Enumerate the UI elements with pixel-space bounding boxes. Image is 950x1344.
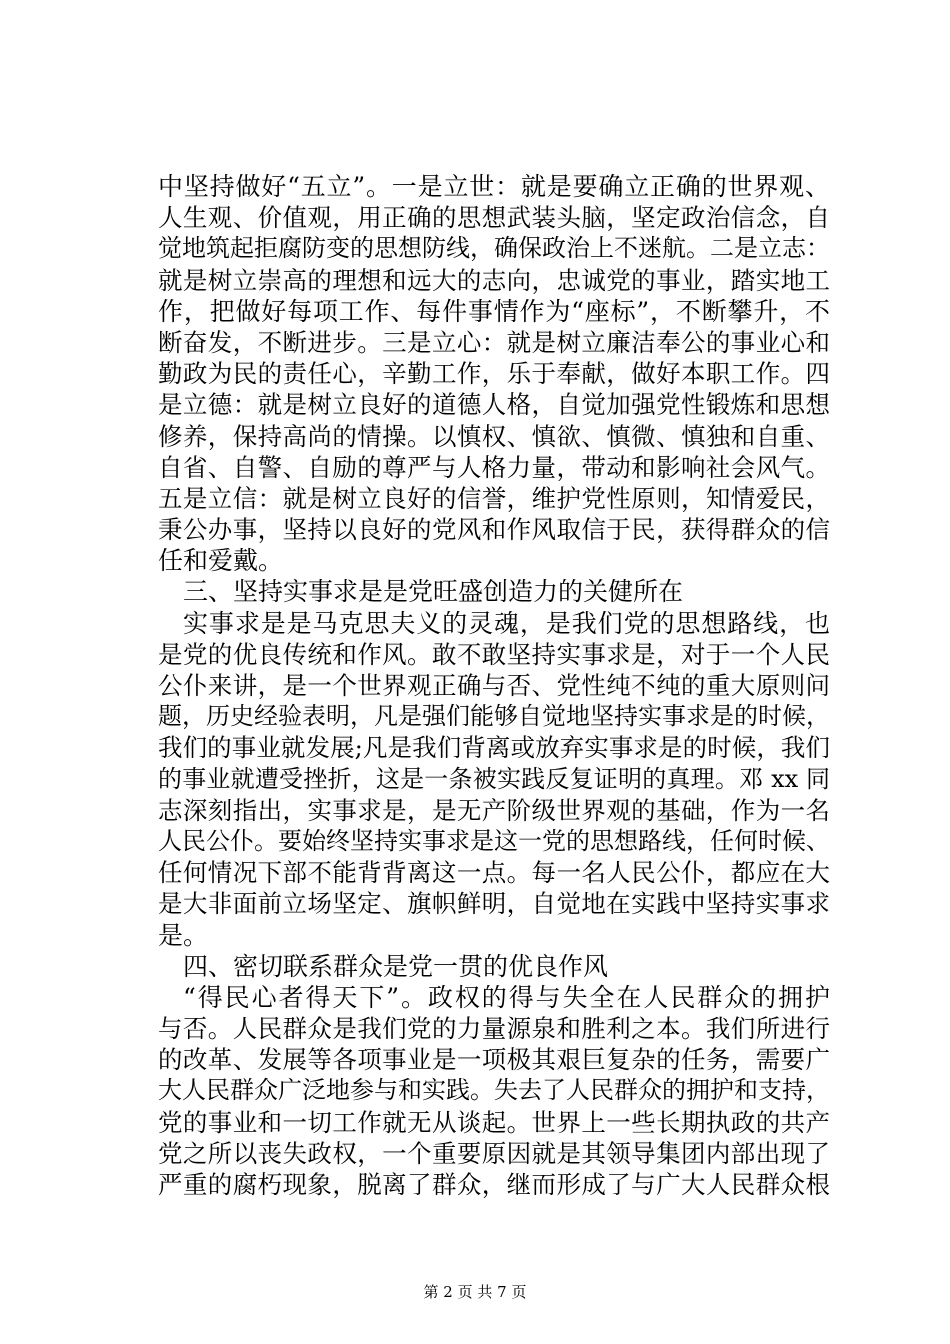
text-line: “得民心者得天下”。政权的得与失全在人民群众的拥护 [183, 982, 830, 1012]
text-line: 任和爱戴。 [158, 546, 284, 576]
text-line: 断奋发，不断进步。三是立心：就是树立廉洁奉公的事业心和 [158, 327, 830, 357]
text-line: 是大非面前立场坚定、旗帜鲜明，自觉地在实践中坚持实事求 [158, 889, 830, 919]
text-line: 大人民群众广泛地参与和实践。失去了人民群众的拥护和支持， [158, 1076, 830, 1105]
text-line: 的事业就遭受挫折，这是一条被实践反复证明的真理。邓 xx 同 [158, 764, 830, 793]
text-line: 中坚持做好“五立”。一是立世：就是要确立正确的世界观、 [158, 172, 830, 201]
text-line: 四、密切联系群众是党一贯的优良作风 [183, 951, 609, 981]
text-line: 的改革、发展等各项事业是一项极其艰巨复杂的任务，需要广 [158, 1045, 830, 1075]
text-line: 党之所以丧失政权，一个重要原因就是其领导集团内部出现了 [158, 1138, 830, 1168]
text-line: 自省、自警、自励的尊严与人格力量，带动和影响社会风气。 [158, 452, 830, 482]
text-line: 修养，保持高尚的情操。以慎权、慎欲、慎微、慎独和自重、 [158, 421, 830, 451]
text-line: 志深刻指出，实事求是，是无产阶级世界观的基础，作为一名 [158, 795, 830, 825]
text-line: 作，把做好每项工作、每件事情作为“座标”，不断攀升，不 [158, 296, 830, 326]
text-line: 勤政为民的责任心，辛勤工作，乐于奉献，做好本职工作。四 [158, 359, 830, 389]
text-line: 人生观、价值观，用正确的思想武装头脑，坚定政治信念，自 [158, 203, 830, 233]
text-line: 任何情况下部不能背背离这一点。每一名人民公仆，都应在大 [158, 858, 830, 888]
text-line: 严重的腐朽现象，脱离了群众，继而形成了与广大人民群众根 [158, 1170, 830, 1199]
text-line: 是党的优良传统和作风。敢不敢坚持实事求是，对于一个人民 [158, 639, 830, 669]
text-line: 就是树立崇高的理想和远大的志向，忠诚党的事业，踏实地工 [158, 265, 830, 295]
text-line: 与否。人民群众是我们党的力量源泉和胜利之本。我们所进行 [158, 1014, 830, 1044]
text-line: 是。 [158, 920, 209, 950]
text-line: 实事求是是马克思夫义的灵魂，是我们党的思想路线，也 [183, 608, 830, 638]
text-line: 是立德：就是树立良好的道德人格，自觉加强党性锻炼和思想 [158, 390, 830, 420]
text-line: 觉地筑起拒腐防变的思想防线，确保政治上不迷航。二是立志： [158, 234, 830, 263]
page-footer: 第 2 页 共 7 页 [423, 1283, 527, 1301]
text-line: 公仆来讲，是一个世界观正确与否、党性纯不纯的重大原则问 [158, 671, 830, 700]
text-line: 我们的事业就发展;凡是我们背离或放弃实事求是的时候，我们 [158, 733, 830, 763]
text-line: 秉公办事，坚持以良好的党风和作风取信于民，获得群众的信 [158, 515, 830, 545]
document-body [158, 171, 830, 1200]
text-line: 三、坚持实事求是是党旺盛创造力的关健所在 [183, 577, 684, 607]
text-line: 党的事业和一切工作就无从谈起。世界上一些长期执政的共产 [158, 1107, 830, 1137]
text-line: 题，历史经验表明，凡是强们能够自觉地坚持实事求是的时候， [158, 702, 830, 731]
text-line: 五是立信：就是树立良好的信誉，维护党性原则，知情爱民， [158, 483, 830, 513]
text-line: 人民公仆。要始终坚持实事求是这一党的思想路线，任何时候、 [158, 826, 830, 855]
